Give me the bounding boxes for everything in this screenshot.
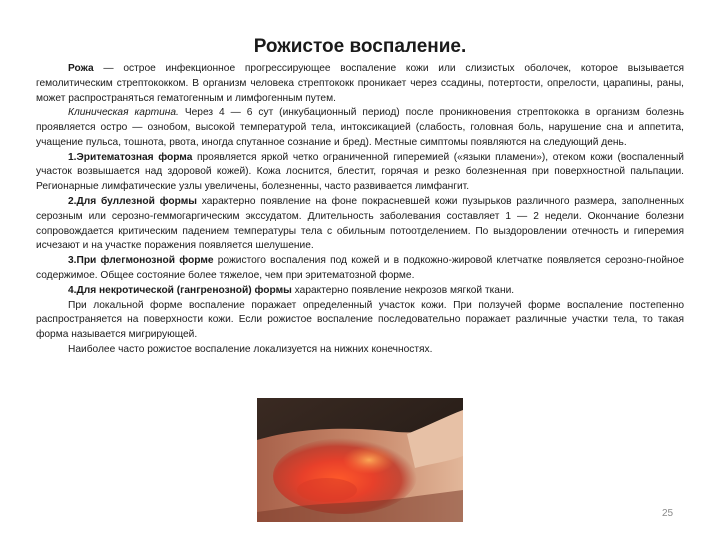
paragraph-definition	[36, 62, 684, 106]
paragraph-text: рожистого воспаления под кожей и в подкожно-жировой клетчатке появляется серозно-гнойное содержимое. Общее состояние более тяжелое, чем при эритематозной форме.	[36, 255, 684, 281]
paragraph-text: характерно появление некрозов мягкой ткани.	[291, 284, 515, 296]
paragraph-text: Наиболее часто рожистое воспаление локализуется на нижних конечностях.	[68, 343, 433, 355]
paragraph-text: Через 4 — 6 сут (инкубационный период) после проникновения стрептококка в организм болезнь проявляется остро — ознобом, высокой температурой тела, интоксикацией (слабость, головная боль, нарушение сна и аппетита, учащение пульса, тошнота, рвота, иногда спутанное сознание и бред). Местные симптомы появляются на следующий день.	[36, 107, 684, 148]
paragraph-text: — острое инфекционное прогрессирующее воспаление кожи или слизистых оболочек, которое вызывается гемолитическим стрептококком. В организм человека стрептококк проникает через ссадины, потертости, опрелости, царапины, раны, может распространяться гематогенным и лимфогенным путем.	[36, 63, 684, 104]
page-title: Рожистое воспаление.	[253, 36, 467, 57]
page-number: 25	[662, 508, 674, 519]
paragraph-text: проявляется яркой четко ограниченной гиперемией («языки пламени»), отеком кожи (воспаленный участок возвышается над здоровой кожей). Кожа лоснится, блестит, горячая и резко болезненная при поверхностной пальпации. Регионарные лимфатические узлы увеличены, болезненны, часто развивается лимфангит.	[36, 151, 684, 193]
term-rozha: Рожа	[68, 63, 94, 74]
document-body	[36, 62, 684, 358]
erysipelas-leg-photo	[257, 398, 463, 522]
paragraph-erythematous-form	[36, 151, 684, 195]
term-bullous-form: 2.Для буллезной формы	[68, 196, 197, 208]
paragraph-localization	[36, 343, 684, 358]
term-necrotic-form: 4.Для некротической (гангренозной) формы	[68, 284, 292, 296]
paragraph-local-forms	[36, 299, 684, 343]
clinical-photo	[257, 398, 463, 522]
term-erythematous-form: 1.Эритематозная форма	[68, 151, 193, 163]
paragraph-bullous-form	[36, 195, 684, 254]
paragraph-phlegmonous-form	[36, 254, 684, 284]
paragraph-text: характерно появление на фоне покрасневшей кожи пузырьков различного размера, заполненных серозным или серозно-геммогаргическим экссудатом. Длительность заболевания составляет 1 — 2 недели. Окончание болезни сопровождается критическим падением температуры тела с обильным потоотделением. По выздоровлении отечность и гиперемия исчезают и на участке поражения появляется шелушение.	[36, 196, 684, 252]
paragraph-text: При локальной форме воспаление поражает определенный участок кожи. При ползучей форме воспаление постепенно распространяется на поверхности кожи. Если рожистое воспаление последовательно поражает различные участки тела, то такая форма называется мигрирующей.	[36, 299, 684, 341]
term-phlegmonous-form: 3.При флегмонозной форме	[68, 255, 214, 267]
term-clinical-picture: Клиническая картина.	[68, 107, 179, 119]
paragraph-clinical-picture	[36, 106, 684, 150]
paragraph-necrotic-form	[36, 284, 684, 299]
